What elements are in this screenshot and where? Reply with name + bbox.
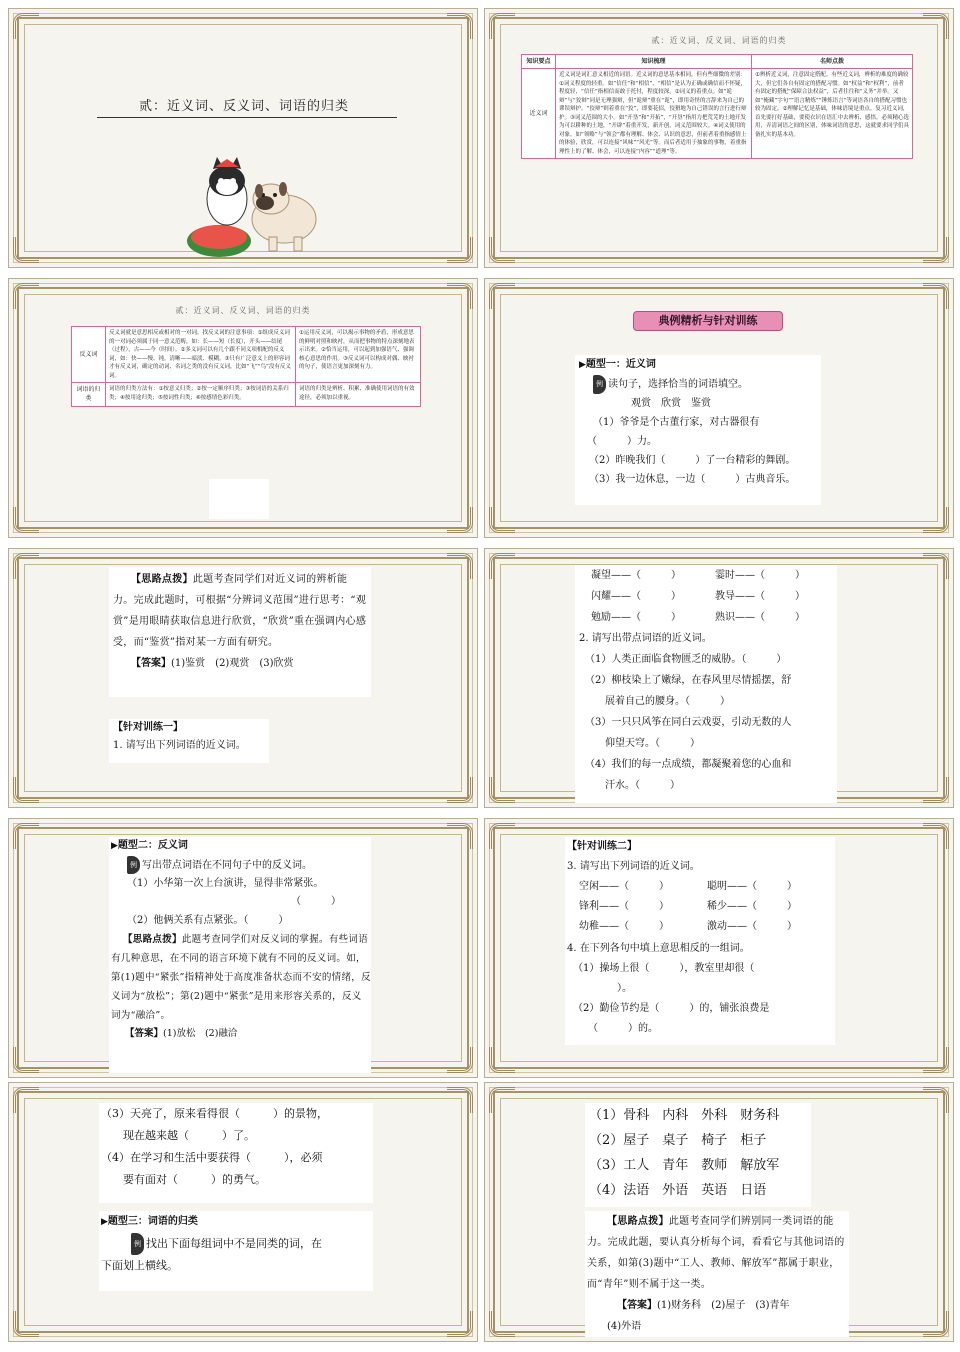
practice-question: 1. 请写出下列词语的近义词。 (113, 740, 246, 751)
slide-2 (484, 8, 954, 268)
answer: 【答案】(1)放松 (2)融洽 (125, 1028, 238, 1040)
example-prompt: 例 写出带点词语在不同句子中的反义词。 (111, 856, 371, 875)
question-line: ）。 (597, 983, 632, 994)
slide-6 (484, 548, 954, 808)
word-options: 观赏 欣赏 鉴赏 (631, 398, 711, 409)
word-group: （3）工人 青年 教师 解放军 (589, 1158, 780, 1173)
blank-sheet (209, 479, 269, 519)
groups-sheet (585, 1103, 811, 1207)
slide-9 (8, 1082, 478, 1342)
slide-10 (484, 1082, 954, 1342)
question-line: 仰望天穹。（ ） (585, 738, 700, 749)
question-line: （ ）的。 (573, 1023, 658, 1034)
knowledge-table-antonym (71, 326, 421, 407)
question-line: （4）在学习和生活中要获得（ ），必须 (101, 1151, 323, 1164)
word-pair-row: 勉励——（ ） 熟识——（ ） (591, 612, 805, 623)
example-sheet (109, 837, 371, 1073)
exercise-sheet (575, 565, 837, 803)
word-pair-row: 幼稚——（ ） 激动——（ ） (579, 921, 797, 932)
slide-7 (8, 818, 478, 1078)
answer: 【答案】(1)鉴赏 (2)观赏 (3)欣赏 (131, 658, 294, 669)
slide-5 (8, 548, 478, 808)
slide-1 (8, 8, 478, 268)
cat-and-pug-with-watermelon-icon (179, 149, 329, 259)
knowledge-cell: 词语的归类方法有：①按意义归类；②按一定顺序归类；③按词语的关系归类；④按用途归类；⑤按词性归类；⑥按感情色彩归类。 (106, 383, 296, 407)
question-line: 现在越来越（ ）了。 (101, 1129, 255, 1142)
question-line: 要有面对（ ）的勇气。 (101, 1173, 266, 1186)
word-group: （2）屋子 桌子 椅子 柜子 (589, 1133, 767, 1148)
question-heading: 2. 请写出带点词语的近义词。 (579, 633, 712, 644)
tips-cell: ①运用反义词，可以揭示事物的矛盾，形成意思的鲜明对照和映衬，从而把事物的特点深刻地表示出来。②恰当运用，可以起到加强语气、强调核心意思的作用。③反义词可以构成对偶、映衬的句子，使语言更加深刻有力。 (296, 327, 421, 383)
type-heading: ▶题型一：近义词 (579, 359, 656, 370)
question-line: （1）人类正面临食物匮乏的威胁。（ ） (585, 654, 787, 665)
triangle-icon: ▶ (579, 360, 586, 370)
question: （1）小华第一次上台演讲，显得非常紧张。 (127, 877, 324, 889)
analysis: 【思路点拨】此题考查同学们辨别同一类词语的能力。完成此题，要认真分析每个词，看看它与其他词语的关系，如第(3)题中“工人、教师、解放军”都属于职业，而“青年”则不属于这一类。 (587, 1216, 845, 1290)
example-prompt: 例 读句子，选择恰当的词语填空。 (579, 375, 821, 394)
practice-sheet (565, 837, 835, 1045)
word-pair-row: 闪耀——（ ） 教导——（ ） (591, 591, 805, 602)
slide-header: 贰：近义词、反义词、词语的归类 (175, 306, 311, 315)
example-tag-icon: 例 (131, 1233, 144, 1255)
question-line: （1）操场上很（ ），教室里却很（ (573, 963, 755, 974)
analysis-sheet (109, 567, 371, 697)
word-group: （4）法语 外语 英语 日语 (589, 1183, 767, 1198)
word-pair-row: 空闲——（ ） 聪明——（ ） (579, 881, 797, 892)
word-pair-row: 锋利——（ ） 稀少——（ ） (579, 901, 797, 912)
question-line: （4）我们的每一点成绩，都凝聚着您的心血和 (585, 759, 792, 770)
question-line: 展着自己的腰身。（ ） (585, 696, 730, 707)
row-label: 反义词 (72, 327, 106, 383)
question-line: 汗水。（ ） (585, 780, 680, 791)
practice-title: 【针对训练二】 (567, 841, 637, 852)
question-heading: 4. 在下列各句中填上意思相反的一组词。 (567, 943, 750, 954)
question: （3）我一边休息，一边（ ）古典音乐。 (589, 474, 796, 485)
example-sheet (99, 1211, 373, 1291)
type-heading: ▶题型三：词语的归类 (101, 1216, 198, 1227)
question-line: （3）一只只风筝在同白云戏耍，引动无数的人 (585, 717, 792, 728)
analysis-sheet (585, 1211, 849, 1337)
example-tag-icon: 例 (593, 375, 606, 394)
row-label: 近义词 (522, 69, 556, 159)
triangle-icon: ▶ (101, 1217, 108, 1227)
question: （1）爷爷是个古董行家，对古器很有 (593, 417, 760, 428)
knowledge-table-synonym (521, 54, 913, 159)
question: （2）昨晚我们（ ）了一台精彩的舞剧。 (589, 455, 796, 466)
table-header: 知识梳理 (556, 55, 752, 69)
answer: 【答案】(1)财务科 (2)屋子 (3)青年 (617, 1300, 790, 1311)
knowledge-cell: 反义词就是意思相反或相对的一对词。找反义词的注意事项：①组成反义词的一对词必须属于同一意义范畴，如：长——短（长度），开头——结尾（过程），古——今（时间）。②多义词可以有几个跟不同义项相配的反义词，如：快——慢、钝，清晰——暗淡、模糊。③只有广泛意义上的形容词才有反义词，确定的动词、名词之类的没有反义词，比如“飞”“鸟”没有反义词。 (106, 327, 296, 383)
word-group: （1）骨科 内科 外科 财务科 (589, 1108, 780, 1123)
row-label: 词语的归类 (72, 383, 106, 407)
practice-title: 【针对训练一】 (113, 722, 183, 733)
analysis: 【思路点拨】此题考查同学们对近义词的辨析能力。完成此题时，可根据“分辨词义范围”进行思考：“观赏”是用眼睛获取信息进行欣赏，“欣赏”重在强调内心感受，而“鉴赏”指对某一方面有研究。 (113, 574, 367, 648)
question: （ ）力。 (587, 436, 657, 447)
question-line: （2）勤俭节约是（ ）的，铺张浪费是 (573, 1003, 770, 1014)
question-line: （2）柳枝染上了嫩绿，在春风里尽情摇摆，舒 (585, 675, 792, 686)
example-prompt: 例 找出下面每组词中不是同类的词，在 (101, 1233, 373, 1255)
word-pair-row: 凝望——（ ） 霎时——（ ） (591, 570, 805, 581)
exercise-sheet (99, 1103, 373, 1203)
question: （ ） (291, 896, 341, 908)
question-line: （3）天亮了，原来看得很（ ）的景物， (101, 1107, 328, 1120)
title-underline (97, 117, 397, 118)
question-heading: 3. 请写出下列词语的近义词。 (567, 861, 700, 872)
triangle-icon: ▶ (111, 841, 118, 851)
section-banner: 典例精析与针对训练 (633, 311, 783, 331)
example-prompt: 下面划上横线。 (101, 1259, 178, 1272)
slide-4 (484, 278, 954, 538)
tips-cell: ①辨析近义词，注意固定搭配。有些近义词，辨析的难度的确较大，但它们各自有固定的搭配习惯。如“权益”和“权利”，前者有固定的搭配“保障合法权益”，后者往往和“义务”并举。又如“掩藏”字句“”语言精炼”“锤炼语言”等词语各自的搭配习惯也较为固定。②理解记忆是基础，体味语境是重点。复习近义词，首先要打好基础，要使衣识在语汇中去辨析、感悟。必须精心选用，弄清词语之间的区别，体味词语的意思，这就要求同学们具备扎实的基本功。 (752, 69, 913, 159)
answer: (4)外语 (607, 1321, 642, 1332)
tips-cell: 词语的归类是辨析、积累、准确使用词语的有效途径，必须加以重视。 (296, 383, 421, 407)
knowledge-cell: 近义词是词汇意义相近的词语。近义词的意思基本相同，但有些细微的差别：①词义程度的轻重。如“信任”和“相信”，“相信”是认为正确或确信而不怀疑，程度轻，“信任”指相信而敢于托付，程度较深。②词义的着重点。如“诡辩”与“狡辩”同是无理强辩，但“诡辩”重在“诡”，即用奇怪的言辞来为自己的谬误辩护。“狡辩”则着重在“狡”，即要花招，狡猾地为自己错误的言行进行辩护。③词义范围的大小。如“开垦”和“开拓”，“开垦”指用力把荒芜的土地开发为可以耕种的土地，“开辟”着重开发，新开创，词义范围较大。④词义使用的对象。如“领略”与“领会”都有理解、体会、认识的意思，但前者着重指感情上的体验，欣赏，可以连接“风味”“风光”等。而后者适用于抽象的事物，着重指理性上的了解、体会，可以连接“内容”“道理”等。 (556, 69, 752, 159)
slide-header: 贰：近义词、反义词、词语的归类 (651, 36, 787, 45)
practice-sheet (109, 719, 269, 763)
question: （2）他俩关系有点紧张。（ ） (127, 914, 289, 926)
example-tag-icon: 例 (127, 856, 140, 875)
slide-3 (8, 278, 478, 538)
analysis: 【思路点拨】此题考查同学们对反义词的掌握。有些词语有几种意思，在不同的语言环境下就有不同的反义词。如，第(1)题中“紧张”指精神处于高度准备状态而不安的情绪，反义词为“放松”；第(2)题中“紧张”是用来形容关系的，反义词为“融洽”。 (111, 934, 371, 1022)
table-header: 知识要点 (522, 55, 556, 69)
table-header: 名师点拨 (752, 55, 913, 69)
slide-8 (484, 818, 954, 1078)
example-sheet (575, 355, 821, 505)
type-heading: ▶题型二：反义词 (111, 840, 188, 851)
slide-title: 贰：近义词、反义词、词语的归类 (138, 99, 349, 114)
